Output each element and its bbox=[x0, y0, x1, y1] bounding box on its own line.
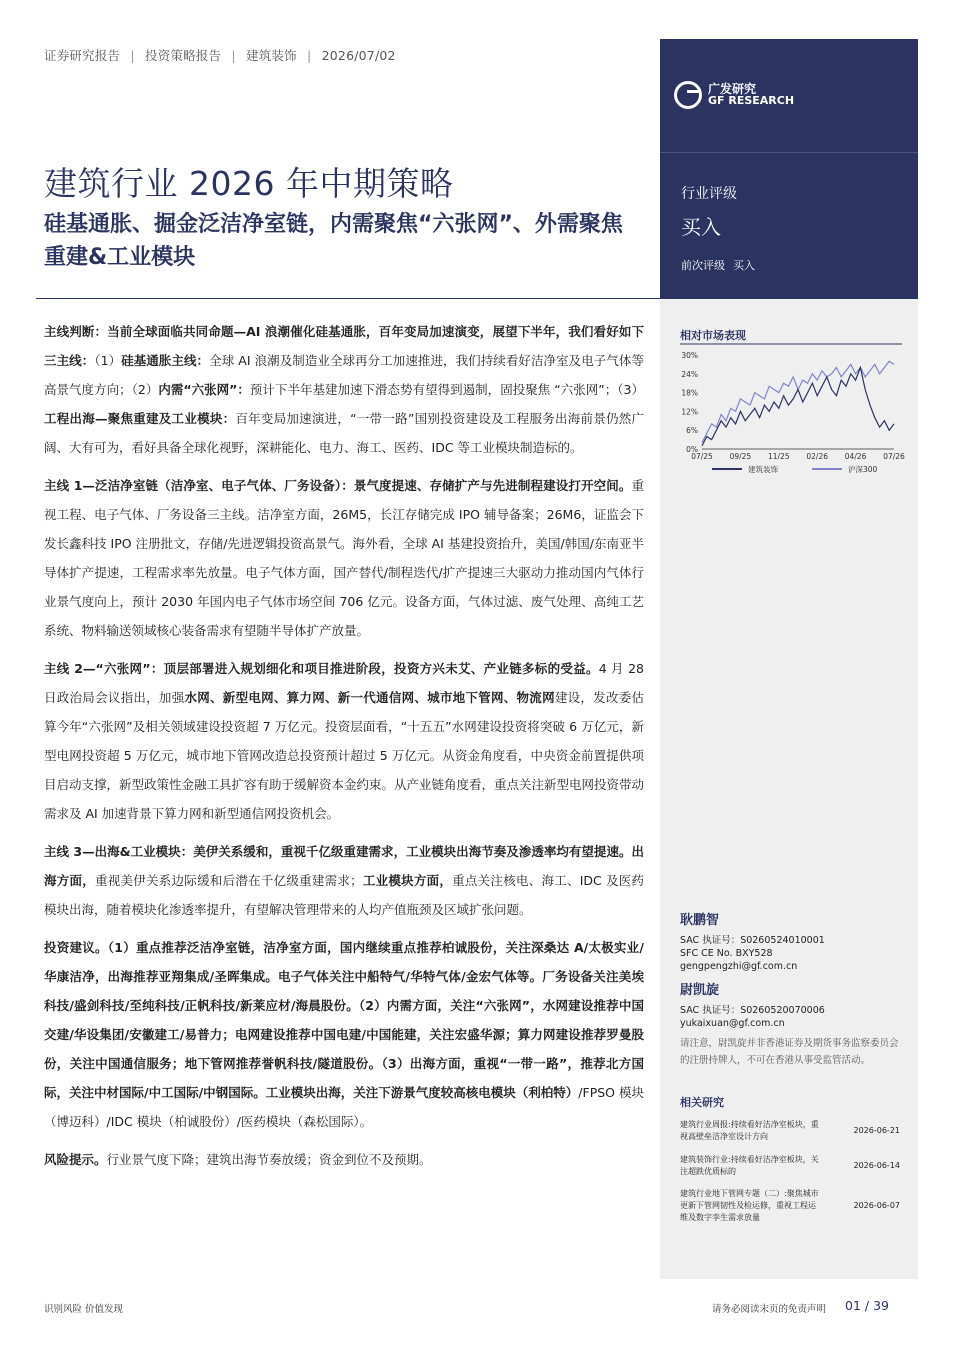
y-tick-label: 12% bbox=[681, 407, 698, 417]
paragraph-lead: 投资建议。 bbox=[44, 940, 108, 955]
license-note: 请注意，尉凯旋并非香港证券及期货事务监察委员会的注册持牌人，不可在香港从事受监管活动。 bbox=[680, 1038, 899, 1066]
paragraph-text: （1） bbox=[94, 353, 122, 368]
breadcrumb-item: 投资策略报告 bbox=[145, 48, 222, 63]
breadcrumb-item: 证券研究报告 bbox=[44, 48, 121, 63]
y-tick-label: 6% bbox=[686, 426, 698, 436]
x-tick-label: 07/25 bbox=[691, 452, 713, 461]
paragraph-text: 重视工程、电子气体、厂务设备三主线。洁净室方面，26M5，长江存储完成 IPO 辅导备案；26M6，证监会下发长鑫科技 IPO 注册批文，存储/先进逻辑投资高景气。海外看，全球 AI 基建投资抬升，美国/韩国/东南亚半导体扩产提速，工程需求率先放量。电子气体方面，国产替代/制程迭代/扩产提速三大驱动力推动国内气体行业景气度向上，预计 2030 年国内电子气体市场空间 706 亿元。设备方面，气体过滤、废气处理、高纯工艺系统、物料输送领域核心装备需求有望随半导体扩产放量。 bbox=[44, 478, 644, 638]
prev-rating-value: 买入 bbox=[733, 259, 755, 272]
footer-disclaimer-link[interactable]: 请务必阅读末页的免责声明 bbox=[712, 1304, 827, 1315]
footer-slogan: 识别风险 价值发现 bbox=[44, 1304, 124, 1315]
prev-rating bbox=[681, 257, 755, 273]
y-tick-label: 18% bbox=[681, 388, 698, 398]
body-paragraph bbox=[44, 471, 644, 645]
analyst-name: 尉凯旋 bbox=[680, 983, 720, 998]
related-research-date: 2026-06-14 bbox=[853, 1161, 900, 1170]
paragraph-text: 内需“六张网”： bbox=[158, 382, 250, 397]
x-tick-label: 09/25 bbox=[729, 452, 752, 461]
page-number: 01 / 39 bbox=[845, 1298, 889, 1313]
paragraph-lead: 风险提示。 bbox=[44, 1152, 107, 1167]
page-subtitle: 硅基通胀、掘金泛洁净室链，内需聚焦“六张网”、外需聚焦重建&工业模块 bbox=[44, 212, 623, 270]
y-tick-label: 24% bbox=[681, 369, 698, 379]
body-paragraph bbox=[44, 933, 644, 1136]
panel-divider bbox=[660, 152, 918, 153]
related-research-text: 建筑行业地下管网专题（二）:聚焦城市更新下管网韧性及检运修，重视工程运维及数字孪生需求放量 bbox=[680, 1189, 819, 1222]
brand-logo bbox=[674, 81, 794, 109]
breadcrumb-separator: | bbox=[130, 48, 135, 63]
paragraph-text: 预计下半年基建加速下滑态势有望得到遏制，固投聚焦 “六张网”；（3） bbox=[249, 382, 644, 397]
x-tick-label: 04/26 bbox=[844, 452, 867, 461]
series-line bbox=[702, 368, 894, 446]
paragraph-text: 重视美伊关系边际缓和后潜在千亿级重建需求； bbox=[95, 873, 363, 888]
relative-performance-chart bbox=[672, 343, 908, 483]
paragraph-text: （1）重点推荐泛洁净室链，洁净室方面，国内继续重点推荐柏诚股份，关注深桑达 A/太极实业/华康洁净，出海推荐亚翔集成/圣晖集成。电子气体关注中船特气/华特气体/金宏气体等。厂务设备关注美埃科技/盛剑科技/至纯科技/正帆科技/新莱应材/海晨股份。（2）内需方面，关注“六张网”，水网建设推荐中国交建/华设集团/安徽建工/易普力；电网建设推荐中国电建/中国能建，关注宏盛华源；算力网建设推荐罗曼股份，关注中国通信服务；地下管网推荐誉帆科技/隧道股份。（3）出海方面，重视“一带一路”，推荐北方国际，关注中材国际/中工国际/中钢国际。工业模块出海，关注下游景气度较高核电模块（利柏特） bbox=[44, 940, 644, 1100]
paragraph-text: 建设，发改委估算今年“六张网”及相关领域建设投资超 7 万亿元。投资层面看，“十五五”水网建设投资将突破 6 万亿元，新型电网投资超 5 万亿元，城市地下管网改造总投资预计超过 5 万亿元。从资金角度看，中央资金前置提供项目启动支撑，新型政策性金融工具扩容有助于缓解资本金约束。从产业链角度看，重点关注新型电网投资带动需求及 AI 加速背景下算力网和新型通信网投资机会。 bbox=[44, 690, 645, 821]
related-research-title: 相关研究 bbox=[680, 1096, 724, 1109]
series-line bbox=[702, 361, 894, 442]
related-research-date: 2026-06-21 bbox=[853, 1126, 900, 1135]
logo-en: GF RESEARCH bbox=[708, 94, 795, 107]
paragraph-text: 工程出海—聚焦重建及工业模块： bbox=[44, 411, 236, 426]
breadcrumb-date: 2026/07/02 bbox=[321, 48, 396, 63]
y-tick-label: 30% bbox=[681, 351, 698, 360]
body-paragraph bbox=[44, 1145, 644, 1174]
paragraph-text: /FPSO 模块（博迈科）/IDC 模块（柏诚股份）/医药模块（森松国际）。 bbox=[44, 1085, 644, 1129]
sidebar bbox=[660, 299, 918, 1279]
body-paragraph bbox=[44, 837, 644, 924]
paragraph-text: 工业模块方面， bbox=[362, 873, 453, 888]
analyst-sac: SAC 执证号：S0260524010001 bbox=[680, 935, 825, 946]
rating-value: 买入 bbox=[681, 215, 721, 239]
title-divider bbox=[36, 298, 660, 299]
paragraph-lead: 主线 2—“六张网”：顶层部署进入规划细化和项目推进阶段，投资方兴未艾、产业链多标的受益。 bbox=[44, 661, 599, 676]
analyst-email[interactable]: gengpengzhi@gf.com.cn bbox=[680, 961, 798, 972]
x-tick-label: 11/25 bbox=[767, 452, 790, 461]
logo-cn: 广发研究 bbox=[708, 82, 757, 96]
x-tick-label: 02/26 bbox=[806, 452, 829, 461]
x-tick-label: 07/26 bbox=[883, 452, 905, 461]
gf-logo-icon bbox=[674, 81, 702, 109]
related-research-item[interactable] bbox=[680, 1188, 910, 1224]
paragraph-lead: 主线 1—泛洁净室链（洁净室、电子气体、厂务设备）：景气度提速、存储扩产与先进制程建设打开空间。 bbox=[44, 478, 632, 493]
breadcrumb bbox=[44, 46, 402, 64]
paragraph-lead: 主线判断：当前全球面临共同命题—AI 浪潮催化硅基通胀，百年变局加速演变，展望下半年，我们看好如下三主线： bbox=[44, 324, 644, 368]
breadcrumb-item: 建筑装饰 bbox=[246, 48, 297, 63]
rating-panel bbox=[660, 39, 918, 299]
paragraph-text: 行业景气度下降；建筑出海节奏放缓；资金到位不及预期。 bbox=[106, 1152, 432, 1167]
report-body bbox=[44, 317, 644, 1183]
paragraph-text: 重点关注核电、海工、IDC 及医药模块出海，随着模块化渗透率提升，有望解决管理带来的人均产值瓶颈及区域扩张问题。 bbox=[44, 873, 644, 917]
paragraph-text: 硅基通胀主线： bbox=[121, 353, 210, 368]
breadcrumb-separator: | bbox=[307, 48, 312, 63]
related-research-text: 建筑行业周报:持续看好洁净室板块，重视高壁垒洁净室设计方向 bbox=[680, 1120, 819, 1141]
related-research-text: 建筑装饰行业:持续看好洁净室板块，关注超跌优质标的 bbox=[680, 1155, 819, 1176]
body-paragraph bbox=[44, 654, 644, 828]
body-paragraph bbox=[44, 317, 644, 462]
related-research-date: 2026-06-07 bbox=[853, 1201, 900, 1210]
analyst-name: 耿鹏智 bbox=[680, 913, 720, 928]
breadcrumb-separator: | bbox=[231, 48, 236, 63]
related-research-item[interactable] bbox=[680, 1119, 910, 1143]
analyst-email[interactable]: yukaixuan@gf.com.cn bbox=[680, 1018, 785, 1029]
page-title: 建筑行业 2026 年中期策略 bbox=[44, 164, 454, 203]
paragraph-text: 百年变局加速演进，“一带一路”国别投资建设及工程服务出海前景仍然广阔、大有可为，看好具备全球化视野，深耕能化、电力、海工、医药、IDC 等工业模块制造标的。 bbox=[44, 411, 644, 455]
legend-label: 建筑装饰 bbox=[748, 465, 778, 474]
analyst-sac: SAC 执证号：S0260520070006 bbox=[680, 1005, 825, 1016]
paragraph-text: 全球 AI 浪潮及制造业全球再分工加速推进，我们持续看好洁净室及电子气体等高景气度方向；（2） bbox=[44, 353, 644, 397]
paragraph-lead: 主线 3—出海&工业模块：美伊关系缓和，重视千亿级重建需求，工业模块出海节奏及渗透率均有望提速。出海方面， bbox=[44, 844, 644, 888]
legend-label: 沪深300 bbox=[848, 465, 878, 474]
related-research-item[interactable] bbox=[680, 1154, 910, 1178]
rating-label: 行业评级 bbox=[681, 186, 737, 202]
prev-rating-label: 前次评级 bbox=[681, 259, 725, 272]
y-tick-label: 0% bbox=[686, 445, 698, 454]
paragraph-text: 4 月 28 日政治局会议指出，加强 bbox=[44, 661, 644, 705]
analyst-sfc: SFC CE No. BXY528 bbox=[680, 948, 773, 959]
paragraph-text: 水网、新型电网、算力网、新一代通信网、城市地下管网、物流网 bbox=[184, 690, 555, 705]
chart-title: 相对市场表现 bbox=[680, 329, 746, 342]
